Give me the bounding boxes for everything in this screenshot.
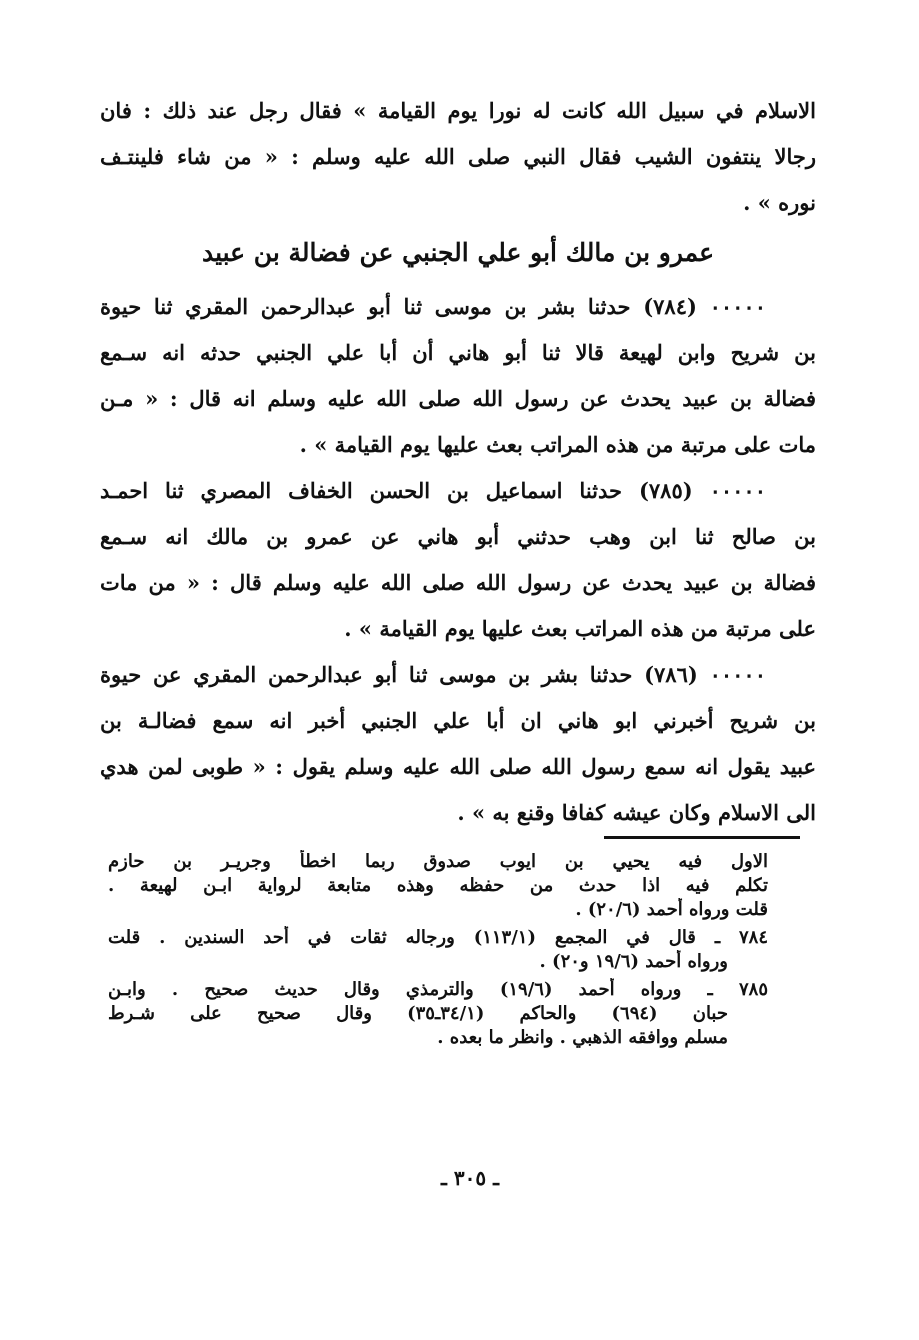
- footnote-line: حبان (٦٩٤) والحاكم (٣٤/١ـ٣٥) وقال صحيح على شـرط: [108, 1003, 728, 1024]
- page-number: ـ ٣٠٥ ـ: [441, 1166, 499, 1190]
- footnote-text: قال في المجمع (١١٣/١) ورجاله ثقات في أحد السندين . قلت: [108, 927, 696, 948]
- footnotes: [108, 850, 768, 1054]
- hadith-786-line: الى الاسلام وكان عيشه كفافا وقنع به » .: [457, 800, 816, 825]
- continuation-text: [100, 88, 816, 226]
- footnote-line: ورواه أحمد (١٩/٦ و٢٠) .: [539, 951, 728, 972]
- footnote-number: ٧٨٤ ـ: [714, 927, 768, 948]
- hadith-786-line: عبيد يقول انه سمع رسول الله صلى الله عليه وسلم يقول : « طوبى لمن هدي: [100, 754, 816, 779]
- text-line: نوره » .: [743, 190, 816, 215]
- section-heading: عمرو بن مالك أبو علي الجنبي عن فضالة بن عبيد: [201, 238, 715, 267]
- footnote-line: مسلم ووافقه الذهبي . وانظر ما بعده .: [437, 1027, 728, 1048]
- hadith-785-line: ٠٠٠٠٠ (٧٨٥) حدثنا اسماعيل بن الحسن الخفاف المصري ثنا احمـد: [100, 478, 766, 503]
- hadith-784-line: ٠٠٠٠٠ (٧٨٤) حدثنا بشر بن موسى ثنا أبو عبدالرحمن المقري ثنا حيوة: [100, 294, 766, 319]
- footnote-line: الاول فيه يحيي بن ايوب صدوق ربما اخطأ وجريـر بن حازم: [108, 851, 768, 872]
- text-line: رجالا ينتفون الشيب فقال النبي صلى الله عليه وسلم : « من شاء فلينتـف: [100, 144, 816, 169]
- hadith-786-line: بن شريح أخبرني ابو هاني ان أبا علي الجنبي أخبر انه سمع فضالـة بن: [100, 708, 816, 733]
- footnote-text: ورواه أحمد (١٩/٦) والترمذي وقال حديث صحيح . وابـن: [108, 979, 682, 1000]
- hadith-785-line: بن صالح ثنا ابن وهب حدثني أبو هاني عن عمرو بن مالك انه سـمع: [100, 524, 816, 549]
- footnote-intro: [108, 850, 768, 922]
- footnote-separator: [604, 836, 800, 839]
- footnote-line: قلت ورواه أحمد (٢٠/٦) .: [575, 899, 768, 920]
- footnote-line: [108, 926, 768, 950]
- text-line: الاسلام في سبيل الله كانت له نورا يوم القيامة » فقال رجل عند ذلك : فان: [100, 98, 816, 123]
- footnote-785: [108, 978, 768, 1050]
- footnote-784: [108, 926, 768, 974]
- hadith-784-line: مات على مرتبة من هذه المراتب بعث عليها يوم القيامة » .: [299, 432, 816, 457]
- hadith-786-line: ٠٠٠٠٠ (٧٨٦) حدثنا بشر بن موسى ثنا أبو عبدالرحمن المقري عن حيوة: [100, 662, 766, 687]
- hadith-785-line: فضالة بن عبيد يحدث عن رسول الله صلى الله عليه وسلم قال : « من مات: [100, 570, 816, 595]
- footnote-line: [108, 978, 768, 1002]
- hadith-785-line: على مرتبة من هذه المراتب بعث عليها يوم القيامة » .: [344, 616, 816, 641]
- hadith-784-line: فضالة بن عبيد يحدث عن رسول الله صلى الله عليه وسلم انه قال : « مـن: [100, 386, 816, 411]
- footnote-number: ٧٨٥ ـ: [707, 979, 768, 1000]
- footnote-line: تكلم فيه اذا حدث من حفظه وهذه متابعة لرواية ابـن لهيعة .: [108, 875, 768, 896]
- hadith-text: [100, 284, 816, 836]
- hadith-784-line: بن شريح وابن لهيعة قالا ثنا أبو هاني أن أبا علي الجنبي حدثه انه سـمع: [100, 340, 816, 365]
